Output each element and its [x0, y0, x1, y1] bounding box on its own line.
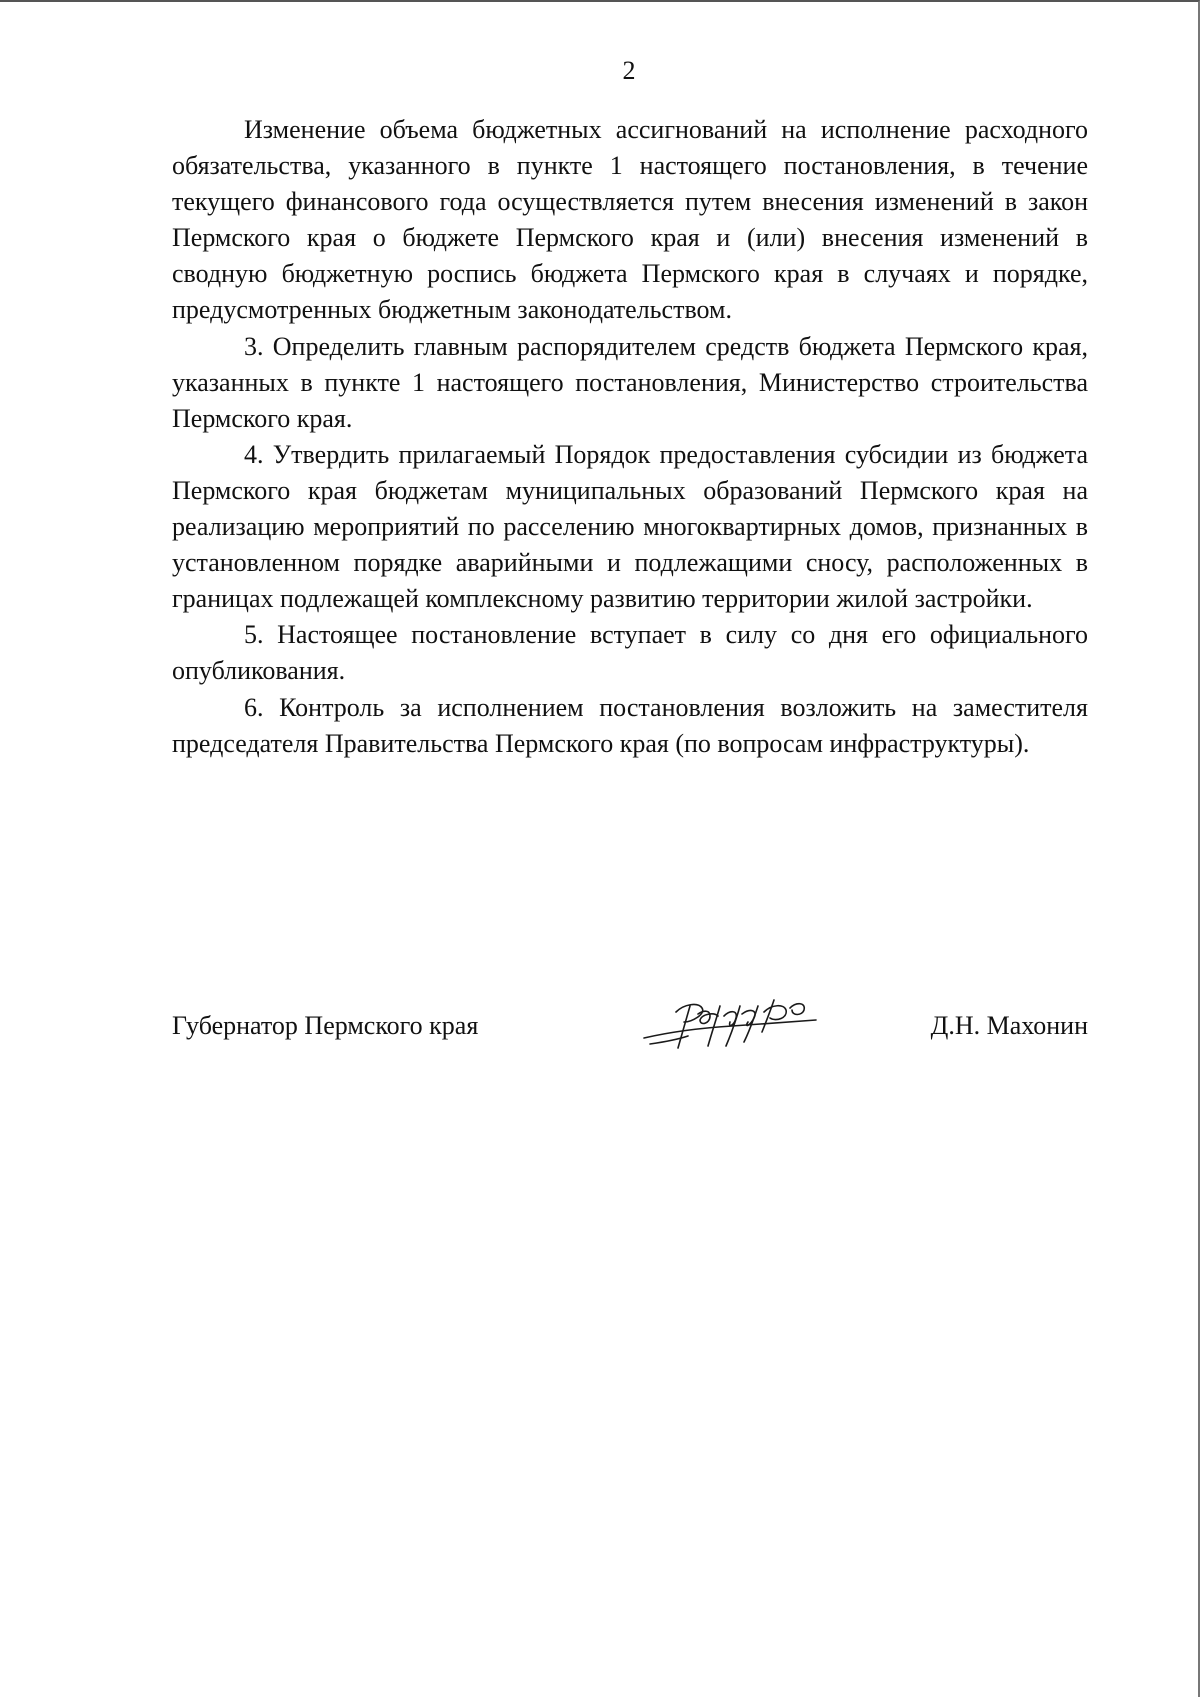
paragraph-budget-changes: Изменение объема бюджетных ассигнований на исполнение расходного обязательства, указанного в пункте 1 настоящего постановления, в течение текущего финансового года осуществляется путем внесения изменений в закон Пермского края о бюджете Пермского края и (или) внесения изменений в сводную бюджетную роспись бюджета Пермского края в случаях и порядке, предусмотренных бюджетным законодательством. [172, 115, 1088, 325]
paragraph-item-4: 4. Утвердить прилагаемый Порядок предоставления субсидии из бюджета Пермского края бюджетам муниципальных образований Пермского края на реализацию мероприятий по расселению многоквартирных домов, признанных в установленном порядке аварийными и подлежащими сносу, расположенных в границах подлежащей комплексному развитию территории жилой застройки. [172, 439, 1088, 614]
signature-block [172, 1008, 1088, 1048]
document-body [172, 112, 1088, 762]
handwritten-signature [640, 992, 820, 1054]
paragraph-item-5: 5. Настоящее постановление вступает в силу со дня его официального опубликования. [172, 620, 1088, 686]
signatory-title: Губернатор Пермского края [172, 1011, 479, 1040]
paragraph-item-3: 3. Определить главным распорядителем средств бюджета Пермского края, указанных в пункте 1 настоящего постановления, Министерство строительства Пермского края. [172, 331, 1088, 433]
paragraph-item-6: 6. Контроль за исполнением постановления возложить на заместителя председателя Правительства Пермского края (по вопросам инфраструктуры). [172, 692, 1088, 758]
page-number: 2 [622, 56, 636, 85]
signatory-name: Д.Н. Махонин [930, 1011, 1088, 1040]
